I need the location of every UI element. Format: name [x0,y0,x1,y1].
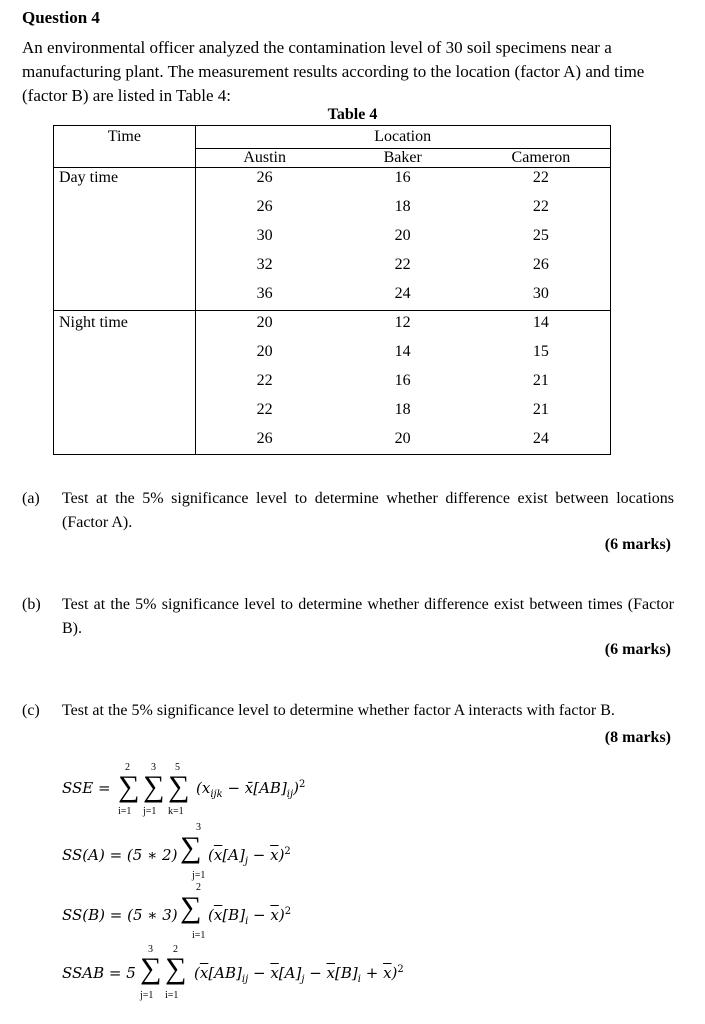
formula-sse-body: ($x_{ijk}$ − $x̄[AB]_{ij})^2$ [196,779,306,800]
table-cell: 15 [472,342,611,371]
part-b-text: Test at the 5% significance level to determine whether difference exist between times (Factor B). [62,596,674,637]
sum-limit: 2 [125,762,130,773]
table-cell: 22 [256,401,273,418]
sum-limit: 2 [196,882,201,893]
formula-ssb-sum [180,882,210,942]
sum-limit: 3 [151,762,156,773]
question-title: Question 4 [22,8,100,27]
table-cell: 16 [394,169,411,186]
table-cell: 24 [472,429,611,455]
formula-ssab-sums [140,944,200,1004]
sum-limit: i=1 [165,990,179,1001]
table-cell: 30 [472,284,611,311]
table-row [54,429,611,455]
table-cell: 14 [394,343,411,360]
formula-ssa-body: $(\overline{x}[A]_j - \overline{x})^2$ [208,846,291,867]
table-row [54,400,611,429]
table-cell: 30 [256,227,273,244]
formula-sse-lhs: SSE = [62,779,111,797]
data-table [53,125,611,455]
sigma-icon: ∑ [180,891,202,924]
part-a-text: Test at the 5% significance level to determine whether difference exist between locations (Factor A). [62,490,674,531]
table-row [54,168,611,193]
formula-ssa-sum [180,822,210,882]
question-intro: An environmental officer analyzed the contamination level of 30 soil specimens near a manufacturing plant. The measurement results according to the location (factor A) and time (factor B) are listed in Table 4: [22,38,645,105]
table-cell: 26 [472,255,611,284]
column-header-cameron: Cameron [472,149,611,168]
part-c-marks: (8 marks) [604,729,671,746]
table-row [54,311,611,343]
sigma-icon: ∑ [140,952,162,985]
sum-limit: 3 [148,944,153,955]
group-label-day: Day time [54,168,196,193]
sum-limit: i=1 [118,806,132,817]
table-title: Table 4 [327,106,378,123]
location-header: Location [334,126,472,149]
table-row [54,371,611,400]
table-cell: 18 [394,198,411,215]
table-cell: 26 [256,198,273,215]
table-cell: 36 [195,284,333,311]
table-cell: 22 [472,192,611,226]
table-row [54,284,611,311]
table-row [54,255,611,284]
sum-limit: i=1 [192,930,206,941]
formula-ssb-lhs: SS(B) = (5 ∗ 3) [62,906,178,924]
table-cell: 16 [394,372,411,389]
table-cell: 26 [195,429,333,455]
time-header: Time [54,126,196,149]
part-c-text: Test at the 5% significance level to determine whether factor A interacts with factor B. [62,702,615,719]
table-cell: 21 [472,400,611,429]
table-cell: 20 [256,314,273,331]
formula-ssb-body: $(\overline{x}[B]_i - \overline{x})^2$ [208,906,292,927]
formula-ssab-lhs: SSAB = 5 [62,964,136,982]
sigma-icon: ∑ [168,770,190,803]
sum-limit: j=1 [192,870,206,881]
table-cell: 20 [394,227,411,244]
table-cell: 21 [472,371,611,400]
formula-ssab-body: $(\overline{x}[AB]_{ij} - \overline{x}[A]_j - \overline{x}[B]_i + \overline{x})^2$ [194,964,404,985]
table-cell: 12 [394,314,411,331]
table-cell: 22 [256,372,273,389]
table-row [54,192,611,226]
column-header-austin: Austin [195,149,333,168]
table-cell: 20 [256,343,273,360]
sigma-icon: ∑ [165,952,187,985]
sum-limit: 5 [175,762,180,773]
sum-limit: k=1 [168,806,184,817]
group-label-night: Night time [54,311,196,343]
part-a-label: (a) [22,490,40,507]
table-cell: 22 [472,168,611,193]
sum-limit: j=1 [140,990,154,1001]
formula-sse-sums [118,762,208,822]
table-cell: 25 [472,226,611,255]
sum-limit: 2 [173,944,178,955]
table-cell: 20 [334,429,472,455]
part-a-marks: (6 marks) [604,536,671,553]
part-b-label: (b) [22,596,41,613]
sigma-icon: ∑ [143,770,165,803]
table-cell: 24 [334,284,472,311]
column-header-baker: Baker [334,149,472,168]
sigma-icon: ∑ [180,831,202,864]
table-row [54,342,611,371]
table-row [54,226,611,255]
table-cell: 22 [394,256,411,273]
sum-limit: j=1 [143,806,157,817]
sum-limit: 3 [196,822,201,833]
formula-ssa-lhs: SS(A) = (5 ∗ 2) [62,846,178,864]
part-c-label: (c) [22,702,40,719]
table-cell: 14 [472,311,611,343]
table-cell: 18 [394,401,411,418]
table-cell: 26 [256,169,273,186]
part-b-marks: (6 marks) [604,641,671,658]
sigma-icon: ∑ [118,770,140,803]
table-cell: 32 [256,256,273,273]
